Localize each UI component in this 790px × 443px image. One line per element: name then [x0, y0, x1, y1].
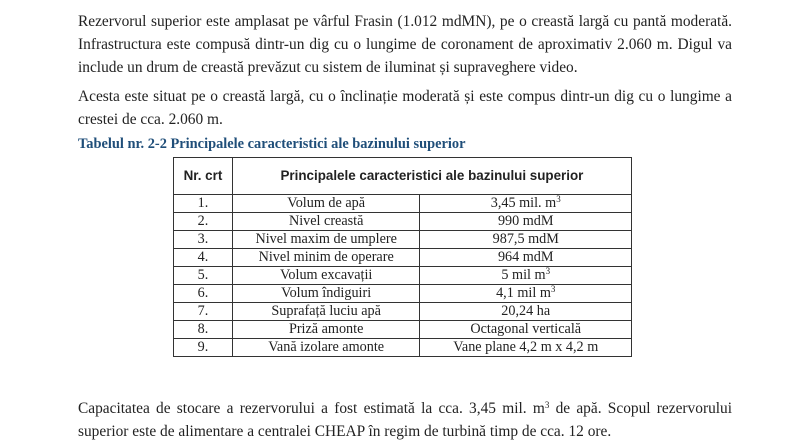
header-row-number: Nr. crt	[174, 158, 233, 195]
value-text: 5 mil m	[501, 267, 546, 283]
value-text: Octagonal verticală	[470, 321, 582, 337]
value-superscript: 3	[556, 194, 561, 204]
characteristic-value	[420, 195, 632, 213]
table-row	[174, 303, 632, 321]
value-text: 987,5 mdM	[492, 231, 559, 247]
value-superscript: 3	[550, 284, 556, 294]
characteristic-name: Priză amonte	[232, 321, 420, 339]
value-text: 964 mdM	[497, 249, 554, 265]
value-text: 20,24 ha	[501, 303, 551, 319]
row-number: 7.	[174, 303, 233, 321]
storage-text-end: de apă. Scopul rezervorului superior este de alimentare a centralei CHEAP în regim de turbină timp de cca. 12 ore.	[78, 400, 733, 440]
characteristic-value	[420, 249, 632, 267]
row-number: 1.	[174, 195, 233, 213]
value-text: 4,1 mil m	[496, 285, 551, 301]
row-number: 6.	[174, 285, 233, 303]
table-caption: Tabelul nr. 2-2 Principalele caracteristici ale bazinului superior	[78, 136, 466, 152]
characteristic-value	[420, 213, 632, 231]
value-superscript: 3	[545, 266, 551, 276]
storage-superscript: 3	[544, 400, 550, 410]
characteristic-name: Volum îndiguiri	[232, 285, 420, 303]
row-number: 2.	[174, 213, 233, 231]
characteristic-value	[420, 267, 632, 285]
row-number: 8.	[174, 321, 233, 339]
header-characteristics: Principalele caracteristici ale bazinului superior	[232, 158, 631, 195]
characteristic-value	[420, 339, 632, 357]
table-row	[174, 321, 632, 339]
table-row	[174, 285, 632, 303]
row-number: 3.	[174, 231, 233, 249]
row-number: 9.	[174, 339, 233, 357]
characteristic-value	[420, 321, 632, 339]
characteristic-name: Nivel minim de operare	[232, 249, 420, 267]
row-number: 4.	[174, 249, 233, 267]
table-row	[174, 339, 632, 357]
characteristic-name: Nivel maxim de umplere	[232, 231, 420, 249]
storage-text-start: Capacitatea de stocare a rezervorului a fost estimată la cca. 3,45 mil. m	[78, 400, 545, 417]
value-text: 990 mdM	[497, 213, 554, 229]
characteristic-name: Suprafață luciu apă	[232, 303, 420, 321]
characteristic-value	[420, 285, 632, 303]
table-header-row	[174, 158, 632, 195]
row-number: 5.	[174, 267, 233, 285]
table-row	[174, 249, 632, 267]
reservoir-characteristics-table	[173, 157, 632, 357]
paragraph-reservoir-description: Acesta este situat pe o creastă largă, cu o înclinație moderată și este compus dintr-un dig cu o lungime a crestei de cca. 2.060 m.	[78, 88, 732, 128]
table-row	[174, 231, 632, 249]
value-text: 3,45 mil. m	[490, 195, 557, 211]
characteristic-name: Nivel creastă	[232, 213, 420, 231]
characteristic-name: Volum de apă	[232, 195, 420, 213]
characteristic-value	[420, 231, 632, 249]
paragraph-storage-capacity	[78, 397, 732, 443]
paragraph-reservoir-location: Rezervorul superior este amplasat pe vârful Frasin (1.012 mdMN), pe o creastă largă cu pantă moderată. Infrastructura este compusă dintr-un dig cu o lungime de coronament de aproximativ 2.060 m. Digul va include un drum de creastă prevăzut cu sistem de iluminat și supraveghere video.	[78, 13, 732, 76]
table-row	[174, 195, 632, 213]
table-row	[174, 213, 632, 231]
characteristic-name: Volum excavații	[232, 267, 420, 285]
characteristic-value	[420, 303, 632, 321]
characteristic-name: Vană izolare amonte	[232, 339, 420, 357]
value-text: Vane plane 4,2 m x 4,2 m	[453, 339, 599, 355]
table-row	[174, 267, 632, 285]
